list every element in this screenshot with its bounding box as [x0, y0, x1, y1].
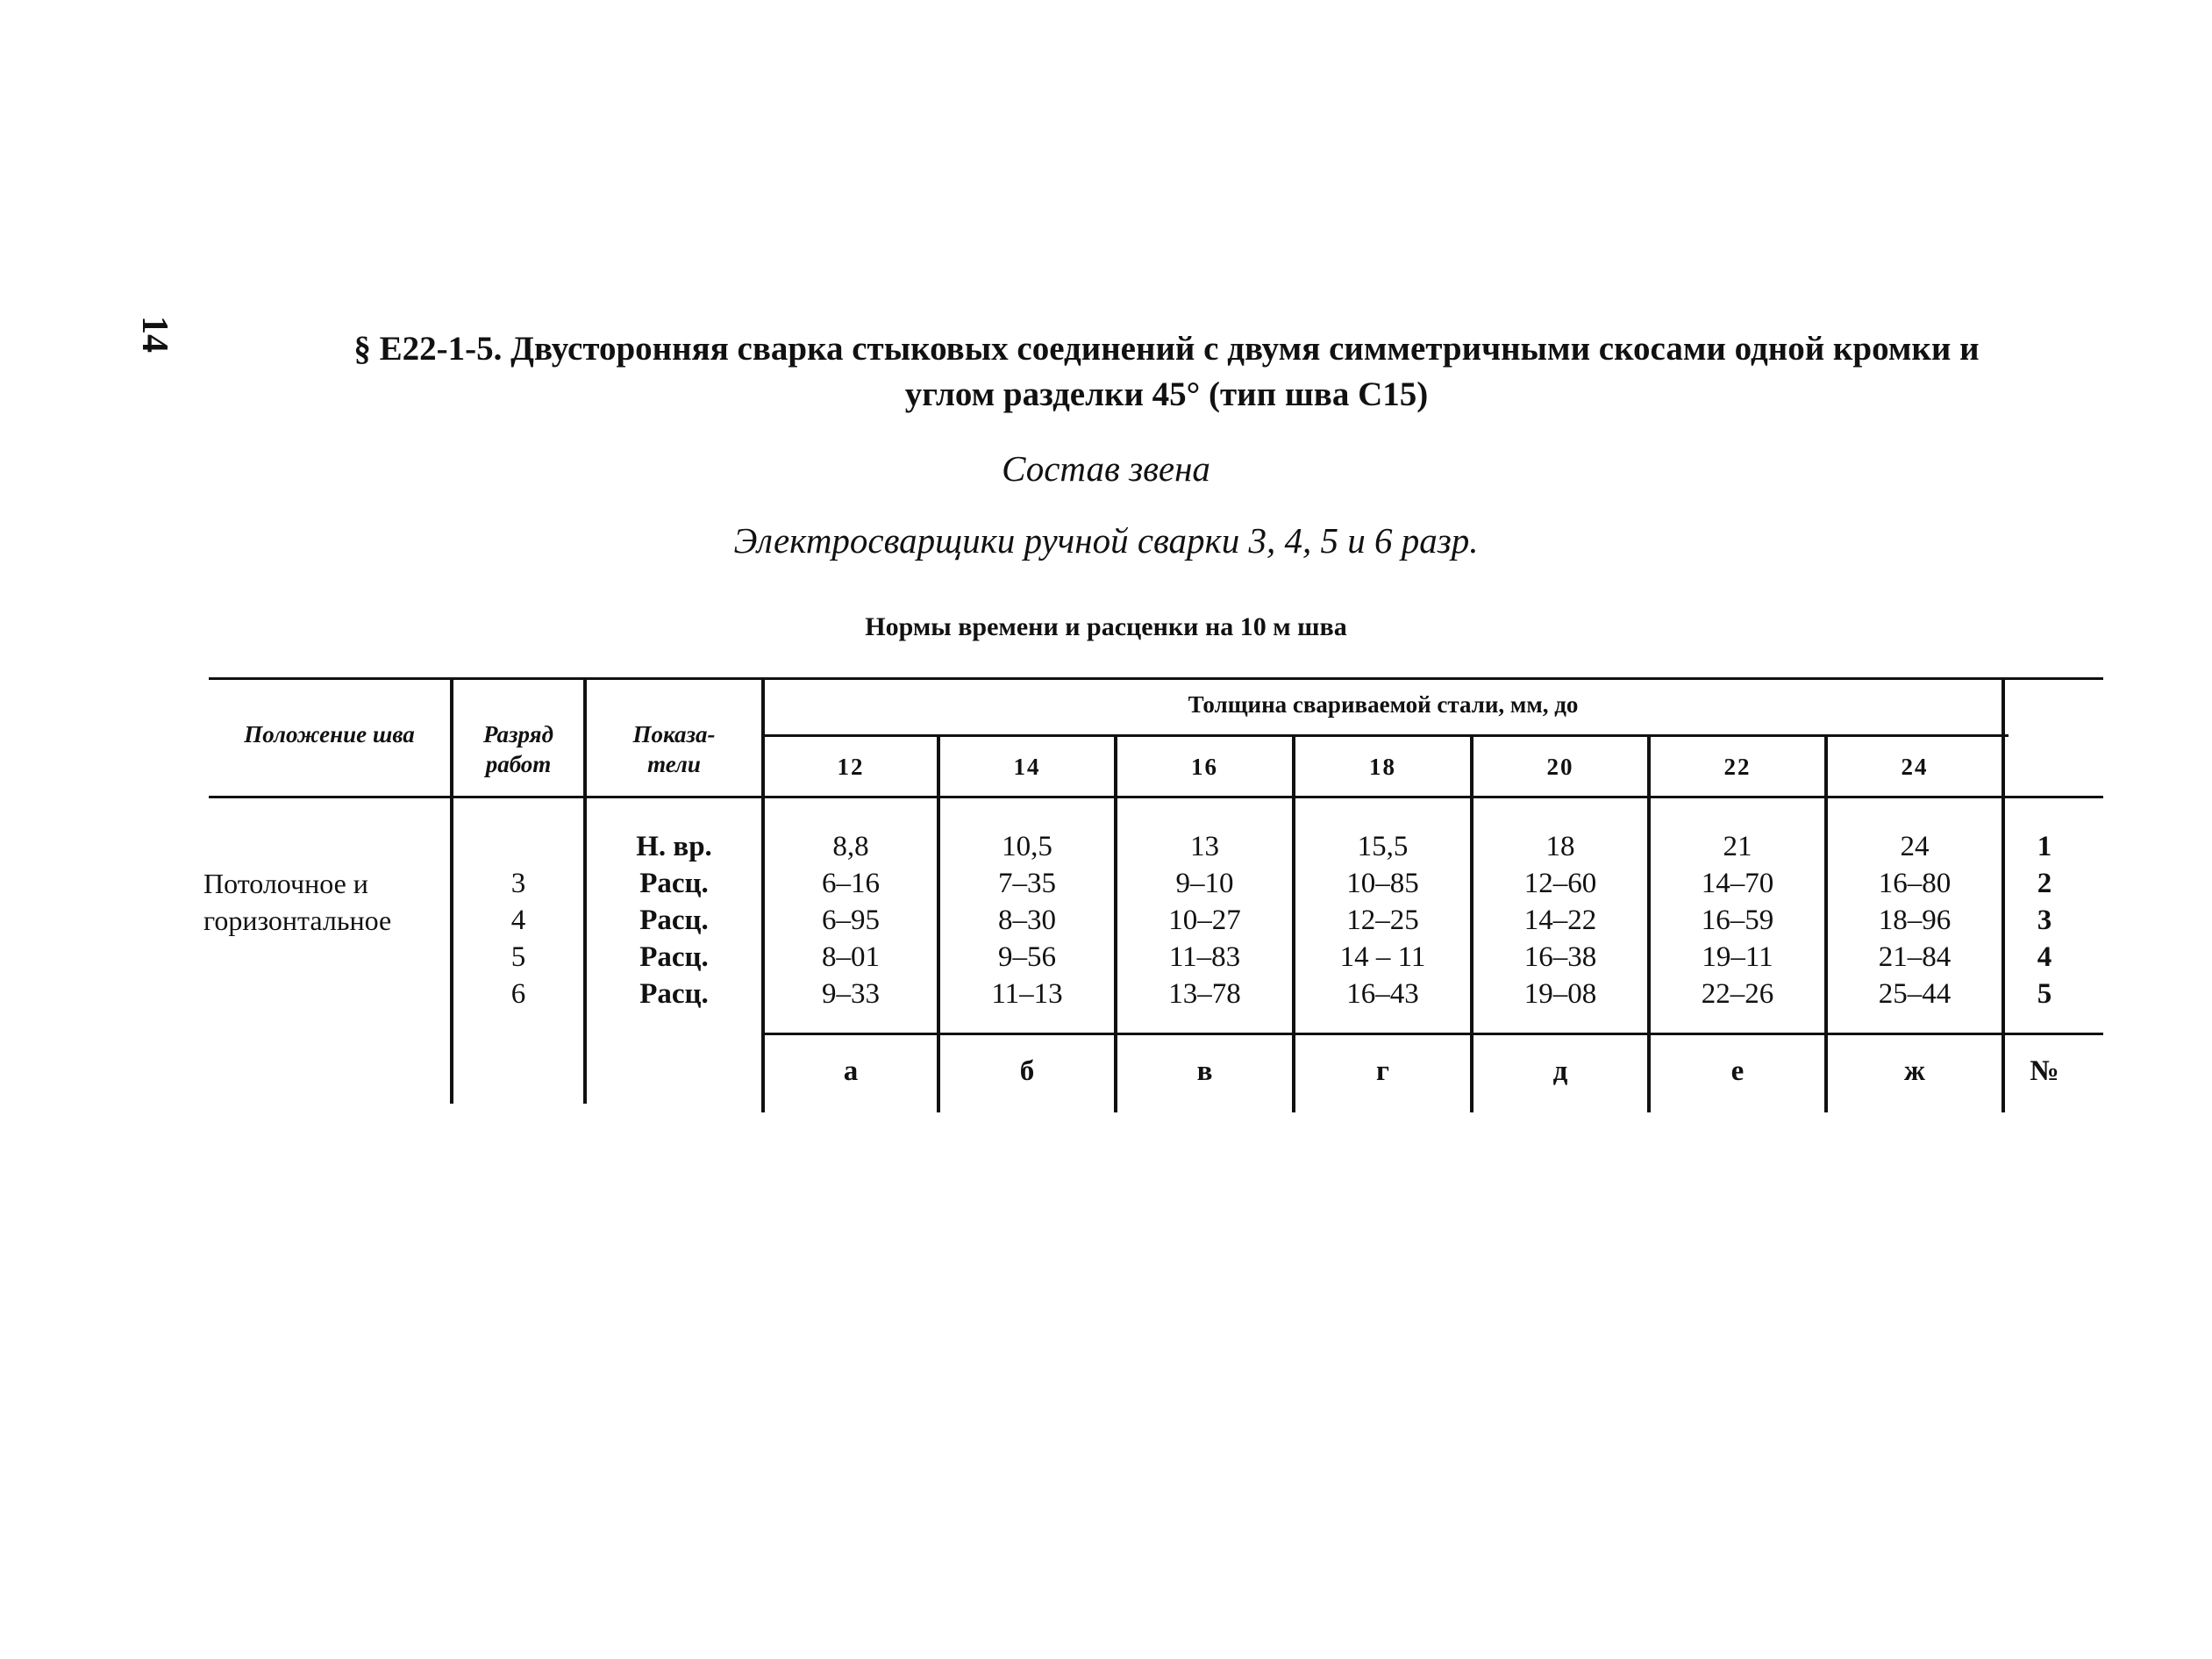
row-value: 24: [1900, 831, 1930, 862]
thickness-col-12: 12: [837, 754, 865, 780]
row-grade: 4: [510, 905, 526, 936]
section-title-line1: § Е22-1-5. Двусторонняя сварка стыковых соединений с двумя симметричными скосами одной кромки и: [353, 330, 1980, 368]
row-indicator: Н. вр.: [636, 831, 712, 862]
thickness-col-20: 20: [1546, 754, 1574, 780]
row-number: 5: [2037, 978, 2052, 1010]
header-indicator: [587, 719, 761, 779]
row-value: 8–30: [998, 905, 1056, 936]
header-grade-l1: Разряд: [483, 721, 553, 747]
row-value: 10–85: [1346, 868, 1419, 899]
row-value: 12–25: [1346, 905, 1419, 936]
header-position: [209, 719, 450, 749]
row-value: 8–01: [822, 941, 880, 973]
row-value: 14–22: [1523, 905, 1597, 936]
row-value: 19–11: [1702, 941, 1773, 973]
row-grade: 6: [510, 978, 526, 1010]
row-number: 1: [2037, 831, 2052, 862]
thickness-col-14: 14: [1013, 754, 1041, 780]
row-value: 11–83: [1168, 941, 1241, 973]
row-value: 9–10: [1175, 868, 1234, 899]
row-value: 11–13: [991, 978, 1063, 1010]
column-letter: в: [1196, 1055, 1213, 1087]
row-indicator: Расц.: [639, 868, 709, 899]
position-text-l1: Потолочное и: [203, 868, 368, 899]
header-indicator-l2: тели: [647, 751, 701, 777]
header-indicator-l1: Показа-: [632, 721, 716, 747]
row-value: 13: [1190, 831, 1219, 862]
table-caption: Нормы времени и расценки на 10 м шва: [865, 612, 1347, 641]
header-thickness: [765, 690, 2002, 719]
row-value: 7–35: [998, 868, 1056, 899]
row-value: 21–84: [1878, 941, 1952, 973]
column-letter: д: [1552, 1055, 1568, 1087]
header-bottom-rule: [209, 796, 2103, 798]
header-thickness-text: Толщина свариваемой стали, мм, до: [1188, 691, 1579, 718]
section-title-line2: углом разделки 45° (тип шва С15): [904, 375, 1429, 413]
row-value: 14 – 11: [1339, 941, 1426, 973]
row-indicator: Расц.: [639, 941, 709, 973]
row-value: 16–43: [1346, 978, 1419, 1010]
row-value: 12–60: [1523, 868, 1597, 899]
row-value: 18–96: [1878, 905, 1952, 936]
column-letter: ж: [1904, 1055, 1925, 1087]
position-text: [203, 865, 432, 939]
column-letter: е: [1730, 1055, 1745, 1087]
row-number: 2: [2037, 868, 2052, 899]
header-grade: [453, 719, 583, 779]
row-number: 4: [2037, 941, 2052, 973]
row-value: 14–70: [1701, 868, 1774, 899]
letters-rule: [763, 1033, 2103, 1035]
page-number: 14: [134, 316, 175, 353]
thickness-header-rule: [763, 734, 2009, 737]
row-value: 15,5: [1357, 831, 1409, 862]
row-value: 22–26: [1701, 978, 1774, 1010]
row-value: 10–27: [1168, 905, 1241, 936]
thickness-col-22: 22: [1723, 754, 1752, 780]
row-number: 3: [2037, 905, 2052, 936]
thickness-col-16: 16: [1191, 754, 1218, 780]
column-letter: г: [1376, 1055, 1389, 1087]
crew-members: Электросварщики ручной сварки 3, 4, 5 и 6 разр.: [733, 520, 1479, 561]
row-grade: 3: [510, 868, 526, 899]
row-value: 6–95: [822, 905, 880, 936]
row-indicator: Расц.: [639, 978, 709, 1010]
row-grade: 5: [510, 941, 526, 973]
row-value: 16–59: [1701, 905, 1774, 936]
row-indicator: Расц.: [639, 905, 709, 936]
row-value: 9–33: [822, 978, 880, 1010]
row-value: 19–08: [1523, 978, 1597, 1010]
row-value: 6–16: [822, 868, 880, 899]
row-value: 16–80: [1878, 868, 1952, 899]
row-value: 13–78: [1168, 978, 1241, 1010]
column-letter: а: [843, 1055, 859, 1087]
crew-title: Состав звена: [1002, 448, 1210, 489]
row-value: 18: [1545, 831, 1575, 862]
row-value: 10,5: [1002, 831, 1052, 862]
position-text-l2: горизонтальное: [203, 905, 392, 936]
number-sign: №: [2030, 1055, 2059, 1087]
section-title: [289, 326, 2044, 418]
header-grade-l2: работ: [485, 751, 552, 777]
row-value: 8,8: [832, 831, 869, 862]
table-top-rule: [209, 677, 2103, 680]
row-value: 21: [1723, 831, 1752, 862]
header-position-text: Положение шва: [244, 721, 415, 747]
thickness-col-18: 18: [1369, 754, 1396, 780]
column-letter: б: [1019, 1055, 1035, 1087]
row-value: 9–56: [998, 941, 1056, 973]
thickness-col-24: 24: [1901, 754, 1929, 780]
row-value: 25–44: [1878, 978, 1952, 1010]
row-value: 16–38: [1523, 941, 1597, 973]
